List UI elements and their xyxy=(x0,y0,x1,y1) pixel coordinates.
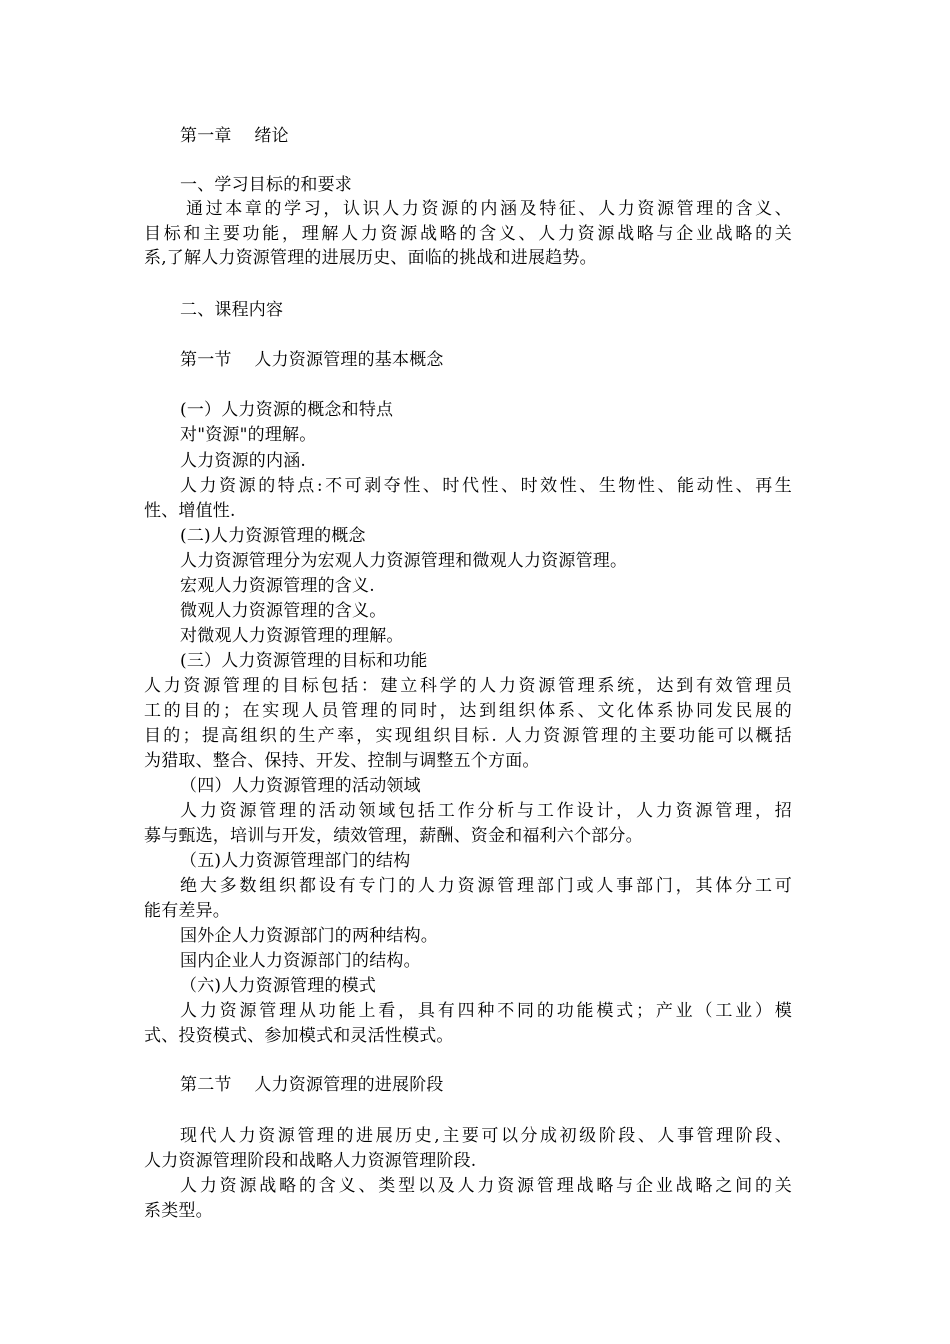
goals-paragraph-line: 系,了解人力资源管理的进展历史、面临的挑战和进展趋势。 xyxy=(144,248,597,268)
goals-paragraph-line: 通过本章的学习，认识人力资源的内涵及特征、人力资源管理的含义、 xyxy=(186,199,792,219)
text-line: 国内企业人力资源部门的结构。 xyxy=(180,951,421,971)
text-line: 对微观人力资源管理的理解。 xyxy=(180,626,404,646)
text-line: 为猎取、整合、保持、开发、控制与调整五个方面。 xyxy=(144,751,540,771)
text-line: 人力资源管理的目标包括：建立科学的人力资源管理系统，达到有效管理员 xyxy=(144,676,792,696)
text-line: 人力资源战略的含义、类型以及人力资源管理战略与企业战略之间的关 xyxy=(180,1176,792,1196)
part1-heading: 第一节 人力资源管理的基本概念 xyxy=(180,350,444,370)
text-line: 对"资源"的理解。 xyxy=(180,425,317,445)
text-line: 人力资源管理阶段和战略人力资源管理阶段. xyxy=(144,1151,477,1171)
text-line: 系类型。 xyxy=(144,1201,213,1221)
text-line: 绝大多数组织都设有专门的人力资源管理部门或人事部门，其体分工可 xyxy=(180,876,792,896)
text-line: 人力资源管理从功能上看，具有四种不同的功能模式；产业（工业）模 xyxy=(180,1001,792,1021)
subsection-title: (三）人力资源管理的目标和功能 xyxy=(180,651,428,671)
subsection-title: （六)人力资源管理的模式 xyxy=(180,976,377,996)
section-heading-content: 二、课程内容 xyxy=(180,300,284,320)
text-line: 募与甄选，培训与开发，绩效管理，薪酬、资金和福利六个部分。 xyxy=(144,826,643,846)
text-line: 性、增值性. xyxy=(144,501,236,521)
text-line: 现代人力资源管理的进展历史,主要可以分成初级阶段、人事管理阶段、 xyxy=(180,1126,792,1146)
part2-heading: 第二节 人力资源管理的进展阶段 xyxy=(180,1075,444,1095)
text-line: 人力资源的特点:不可剥夺性、时代性、时效性、生物性、能动性、再生 xyxy=(180,476,792,496)
text-line: 目的；提高组织的生产率，实现组织目标. 人力资源管理的主要功能可以概括 xyxy=(144,726,792,746)
subsection-title: (二)人力资源管理的概念 xyxy=(180,526,366,546)
text-line: 能有差异。 xyxy=(144,901,230,921)
text-line: 国外企人力资源部门的两种结构。 xyxy=(180,926,438,946)
subsection-title: (一）人力资源的概念和特点 xyxy=(180,400,394,420)
text-line: 人力资源管理分为宏观人力资源管理和微观人力资源管理。 xyxy=(180,551,628,571)
text-line: 工的目的；在实现人员管理的同时，达到组织体系、文化体系协同发民展的 xyxy=(144,701,792,721)
goals-paragraph-line: 目标和主要功能，理解人力资源战略的含义、人力资源战略与企业战略的关 xyxy=(144,224,792,244)
text-line: 人力资源管理的活动领域包括工作分析与工作设计，人力资源管理，招 xyxy=(180,801,792,821)
chapter-title: 第一章 绪论 xyxy=(180,126,289,146)
text-line: 式、投资模式、参加模式和灵活性模式。 xyxy=(144,1026,454,1046)
subsection-title: （五)人力资源管理部门的结构 xyxy=(180,851,411,871)
subsection-title: （四）人力资源管理的活动领域 xyxy=(180,776,421,796)
text-line: 微观人力资源管理的含义。 xyxy=(180,601,387,621)
section-heading-goals: 一、学习目标的和要求 xyxy=(180,175,352,195)
text-line: 宏观人力资源管理的含义. xyxy=(180,576,375,596)
text-line: 人力资源的内涵. xyxy=(180,451,307,471)
